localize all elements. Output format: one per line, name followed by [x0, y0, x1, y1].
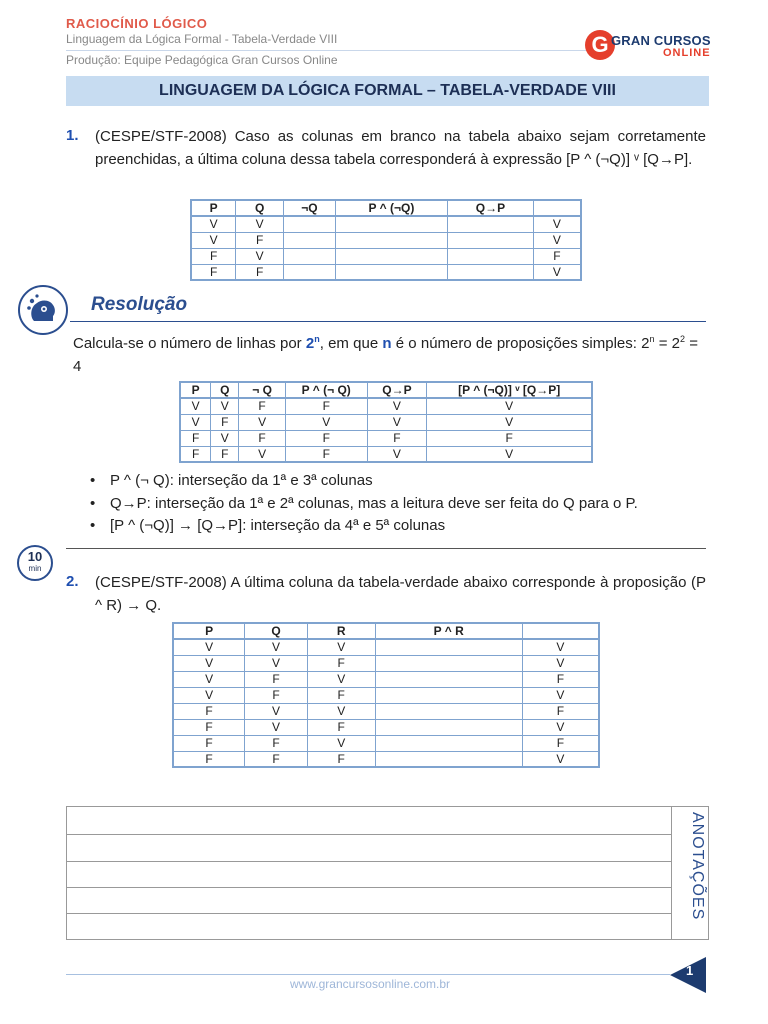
table-cell: F	[367, 430, 427, 446]
table-cell: V	[533, 232, 581, 248]
table-cell: V	[427, 414, 592, 430]
question-2-number: 2.	[66, 573, 79, 590]
table-row	[173, 671, 599, 687]
table-cell: F	[285, 446, 367, 462]
table-row	[173, 751, 599, 767]
table-header-cell	[522, 623, 599, 639]
table-cell: F	[191, 248, 236, 264]
table-header-cell: ¬Q	[283, 200, 335, 216]
table-cell: F	[427, 430, 592, 446]
table-cell: F	[173, 703, 245, 719]
resolution-text-b: , em que	[319, 335, 383, 352]
resolution-text-a: Calcula-se o número de linhas por	[73, 335, 306, 352]
table-row	[180, 398, 592, 414]
table-cell: V	[307, 671, 375, 687]
resolution-text	[73, 328, 698, 378]
resolution-two: 2	[305, 335, 315, 352]
table-cell	[283, 216, 335, 232]
bullet-item: • P ^ (¬ Q): interseção da 1ª e 3ª colunas	[90, 470, 638, 493]
gran-cursos-logo	[585, 30, 710, 62]
table-cell: V	[307, 703, 375, 719]
table-cell	[375, 735, 522, 751]
table-header-cell: Q→P	[448, 200, 534, 216]
table-cell: V	[367, 414, 427, 430]
table-row	[180, 446, 592, 462]
table-cell: F	[239, 430, 286, 446]
table-header-cell: [P ^ (¬Q)] ᵛ [Q→P]	[427, 382, 592, 398]
table-cell	[448, 216, 534, 232]
table-row	[173, 639, 599, 655]
table-cell: F	[245, 671, 308, 687]
table-cell: F	[245, 687, 308, 703]
table-cell: V	[533, 264, 581, 280]
table-cell: F	[191, 264, 236, 280]
table-row	[180, 414, 592, 430]
resolution-title: Resolução	[91, 294, 188, 315]
logo-g-icon: G	[585, 30, 615, 60]
resolution-divider	[70, 321, 706, 322]
table-cell	[375, 687, 522, 703]
table-header-cell: Q	[245, 623, 308, 639]
table-cell: F	[285, 398, 367, 414]
table-cell	[283, 232, 335, 248]
timer-label: min	[28, 564, 42, 573]
notes-box	[66, 806, 709, 940]
table-cell: V	[427, 446, 592, 462]
table-cell: F	[180, 430, 211, 446]
notes-divider	[671, 807, 672, 939]
table-cell	[335, 264, 447, 280]
table-cell: F	[211, 446, 239, 462]
table-cell	[448, 264, 534, 280]
question-1-number: 1.	[66, 127, 79, 144]
table-cell: V	[173, 639, 245, 655]
table-header-cell: Q→P	[367, 382, 427, 398]
bullet-item: • Q→P: interseção da 1ª e 2ª colunas, mas a leitura deve ser feita do Q para o P.	[90, 493, 638, 516]
table-cell: V	[180, 414, 211, 430]
table-cell: V	[427, 398, 592, 414]
table-cell: F	[307, 751, 375, 767]
table-header-cell: P	[191, 200, 236, 216]
table-row	[191, 264, 581, 280]
table-cell: F	[533, 248, 581, 264]
resolution-sup-n2: n	[649, 334, 655, 344]
table-cell: F	[236, 232, 284, 248]
table-header-cell: P	[173, 623, 245, 639]
table-cell: V	[522, 639, 599, 655]
footer-url: www.grancursosonline.com.br	[289, 977, 451, 991]
table-cell: F	[307, 687, 375, 703]
table-cell: F	[173, 751, 245, 767]
table-cell: F	[245, 735, 308, 751]
timer-badge	[17, 545, 53, 581]
resolution-sup-n: n	[314, 334, 320, 344]
table-cell	[335, 248, 447, 264]
notes-line	[67, 887, 671, 888]
header-production: Produção: Equipe Pedagógica Gran Cursos Online	[66, 53, 338, 67]
table-cell: F	[307, 719, 375, 735]
table-header-cell: Q	[211, 382, 239, 398]
page-title-banner: LINGUAGEM DA LÓGICA FORMAL – TABELA-VERDADE VIII	[66, 76, 709, 106]
table-cell: V	[245, 639, 308, 655]
table-header-cell: P ^ (¬ Q)	[285, 382, 367, 398]
table-cell: F	[285, 430, 367, 446]
question-2-text: (CESPE/STF-2008) A última coluna da tabela-verdade abaixo corresponde à proposição (P ^ R) → Q.	[95, 574, 706, 614]
logo-text-top: GRAN CURSOS	[611, 33, 711, 48]
notes-label: ANOTAÇÕES	[689, 812, 706, 921]
table-header-cell: ¬ Q	[239, 382, 286, 398]
notes-line	[67, 861, 671, 862]
table-cell: V	[307, 639, 375, 655]
logo-text-bottom: ONLINE	[663, 47, 711, 59]
table-header-cell: P ^ (¬Q)	[335, 200, 447, 216]
table-cell	[283, 264, 335, 280]
table-cell	[375, 639, 522, 655]
table-cell	[448, 232, 534, 248]
table-cell: F	[522, 703, 599, 719]
table-row	[191, 216, 581, 232]
table-cell: F	[173, 719, 245, 735]
table-cell: V	[245, 703, 308, 719]
table-cell: F	[307, 655, 375, 671]
table-cell	[375, 703, 522, 719]
page-number: 1	[686, 963, 694, 978]
table-cell: V	[522, 687, 599, 703]
resolution-text-c: é o número de proposições simples: 2	[391, 335, 650, 352]
table-cell	[448, 248, 534, 264]
table-cell: F	[522, 671, 599, 687]
header-divider	[66, 50, 586, 51]
table-cell: V	[522, 719, 599, 735]
section-divider	[66, 548, 706, 549]
resolution-text-e: = 4	[73, 335, 698, 375]
bullet-item: • [P ^ (¬Q)] → [Q→P]: interseção da 4ª e 5ª colunas	[90, 515, 638, 538]
resolution-bullet-list	[90, 470, 638, 538]
table-cell: V	[522, 751, 599, 767]
table-header-cell: P	[180, 382, 211, 398]
resolution-n: n	[382, 335, 392, 352]
table-row	[191, 232, 581, 248]
table-header-cell: Q	[236, 200, 284, 216]
table-cell: V	[180, 398, 211, 414]
table-cell: V	[533, 216, 581, 232]
table-cell	[335, 232, 447, 248]
resolution-text-d: = 2	[654, 335, 681, 352]
table-cell: V	[191, 232, 236, 248]
table-cell	[375, 655, 522, 671]
question-1-truth-table	[190, 199, 582, 281]
table-cell: V	[191, 216, 236, 232]
notes-line	[67, 834, 671, 835]
table-cell: F	[173, 735, 245, 751]
table-header-cell: P ^ R	[375, 623, 522, 639]
table-header-cell: R	[307, 623, 375, 639]
table-cell: V	[367, 446, 427, 462]
table-cell: V	[239, 414, 286, 430]
header-topic: Linguagem da Lógica Formal - Tabela-Verdade VIII	[66, 32, 338, 46]
table-row	[173, 719, 599, 735]
table-header-cell	[533, 200, 581, 216]
table-row	[191, 248, 581, 264]
table-row	[173, 703, 599, 719]
table-cell	[375, 719, 522, 735]
table-cell: F	[211, 414, 239, 430]
table-cell: V	[307, 735, 375, 751]
resolution-brain-icon	[18, 285, 68, 335]
table-cell: F	[522, 735, 599, 751]
table-cell: F	[236, 264, 284, 280]
question-2-truth-table	[172, 622, 600, 768]
question-1-text: (CESPE/STF-2008) Caso as colunas em branco na tabela abaixo sejam corretamente preenchidas, a última coluna dessa tabela corresponderá à expressão [P ^ (¬Q)] ᵛ [Q→P].	[95, 128, 706, 168]
table-cell: V	[173, 671, 245, 687]
table-cell: V	[367, 398, 427, 414]
table-row	[173, 655, 599, 671]
table-cell: V	[245, 655, 308, 671]
table-cell: V	[211, 430, 239, 446]
table-cell: V	[173, 687, 245, 703]
table-cell: V	[285, 414, 367, 430]
table-cell: V	[173, 655, 245, 671]
timer-minutes: 10	[27, 549, 43, 564]
header-subject: RACIOCÍNIO LÓGICO	[66, 16, 208, 31]
table-cell: V	[236, 216, 284, 232]
table-cell: V	[522, 655, 599, 671]
footer-divider	[66, 974, 670, 975]
table-row	[173, 735, 599, 751]
resolution-truth-table	[179, 381, 593, 463]
notes-line	[67, 913, 671, 914]
table-cell: V	[245, 719, 308, 735]
table-cell: F	[239, 398, 286, 414]
table-cell: V	[211, 398, 239, 414]
table-cell	[283, 248, 335, 264]
table-row	[173, 687, 599, 703]
table-cell: F	[245, 751, 308, 767]
table-cell	[375, 671, 522, 687]
table-cell: F	[180, 446, 211, 462]
resolution-sup-2: 2	[680, 334, 686, 344]
table-row	[180, 430, 592, 446]
table-cell: V	[236, 248, 284, 264]
table-cell: V	[239, 446, 286, 462]
table-cell	[335, 216, 447, 232]
table-cell	[375, 751, 522, 767]
